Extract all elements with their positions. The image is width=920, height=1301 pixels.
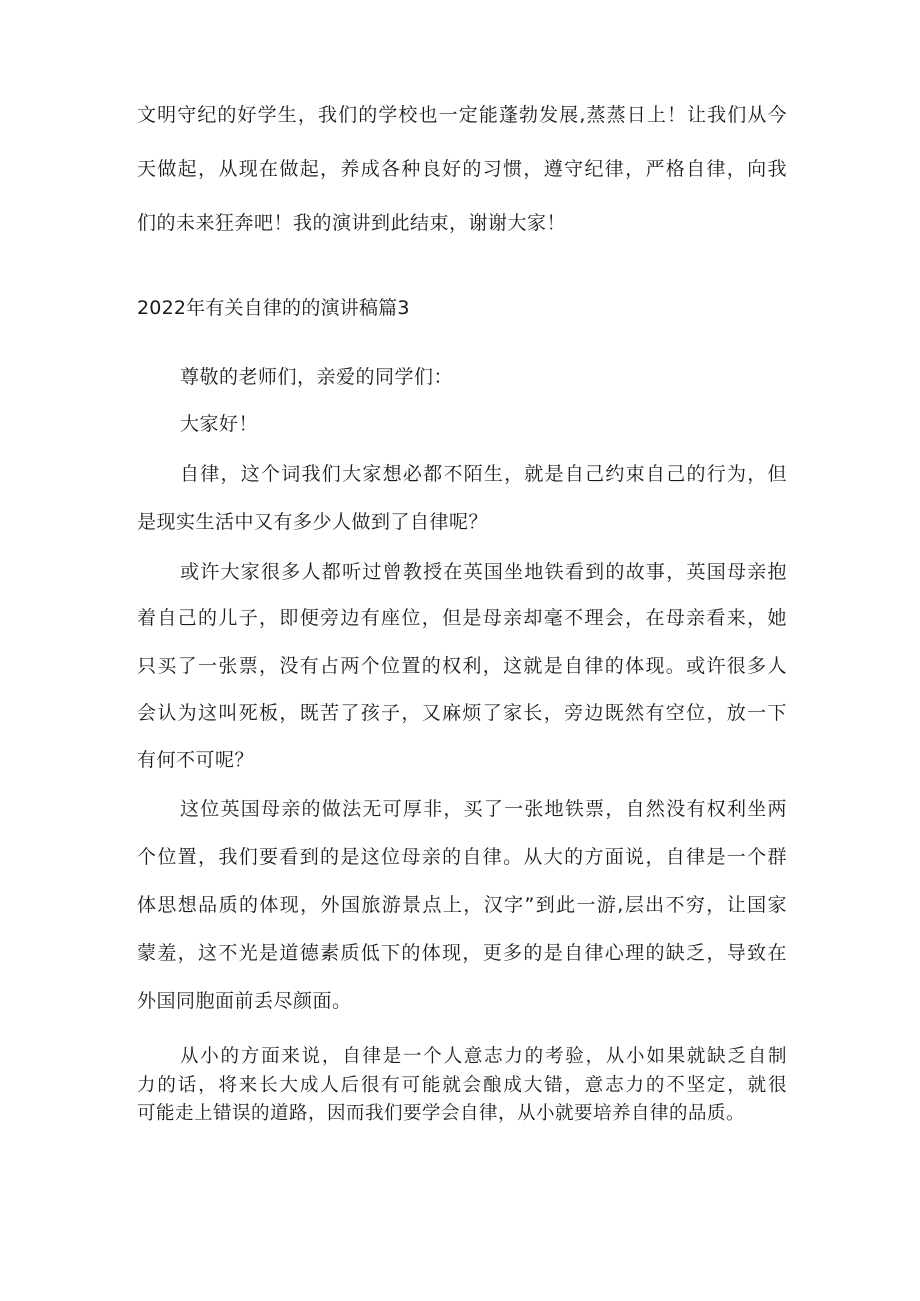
para4-line-3: 可能走上错误的道路，因而我们要学会自律，从小就要培养自律的品质。 [137,1103,746,1124]
para3-line-1: 这位英国母亲的做法无可厚非，买了一张地铁票，自然没有权利坐两 [180,798,787,820]
section-heading: 2022年有关自律的的演讲稿篇3 [137,297,410,319]
para3-line-5: 外国同胞面前丢尽颜面。 [137,990,352,1012]
para3-line-3: 体思想品质的体现，外国旅游景点上，汉字”到此一游,层出不穷，让国家 [137,894,787,916]
para2-line-5: 有何不可呢？ [137,749,255,771]
continuation-line-3: 们的未来狂奔吧！我的演讲到此结束，谢谢大家！ [137,212,567,234]
para1-line-2: 是现实生活中又有多少人做到了自律呢？ [137,511,489,533]
continuation-line-1: 文明守纪的好学生，我们的学校也一定能蓬勃发展,蒸蒸日上！让我们从今 [137,104,787,126]
salutation: 尊敬的老师们，亲爱的同学们： [180,366,454,388]
para2-line-4: 会认为这叫死板，既苦了孩子，又麻烦了家长，旁边既然有空位，放一下 [137,702,787,724]
para3-line-4: 蒙羞，这不光是道德素质低下的体现，更多的是自律心理的缺乏，导致在 [137,942,787,964]
para3-line-2: 个位置，我们要看到的是这位母亲的自律。从大的方面说，自律是一个群 [137,846,787,868]
para4-line-2: 力的话，将来长大成人后很有可能就会酿成大错，意志力的不坚定，就很 [137,1075,787,1096]
para4-line-1: 从小的方面来说，自律是一个人意志力的考验，从小如果就缺乏自制 [180,1046,787,1067]
para2-line-2: 着自己的儿子，即便旁边有座位，但是母亲却毫不理会，在母亲看来，她 [137,607,787,629]
para1-line-1: 自律，这个词我们大家想必都不陌生，就是自己约束自己的行为，但 [180,463,787,485]
para2-line-1: 或许大家很多人都听过曾教授在英国坐地铁看到的故事，英国母亲抱 [180,561,787,583]
greeting: 大家好！ [180,413,259,435]
continuation-line-2: 天做起，从现在做起，养成各种良好的习惯，遵守纪律，严格自律，向我 [137,158,787,180]
para2-line-3: 只买了一张票，没有占两个位置的权利，这就是自律的体现。或许很多人 [137,655,787,677]
